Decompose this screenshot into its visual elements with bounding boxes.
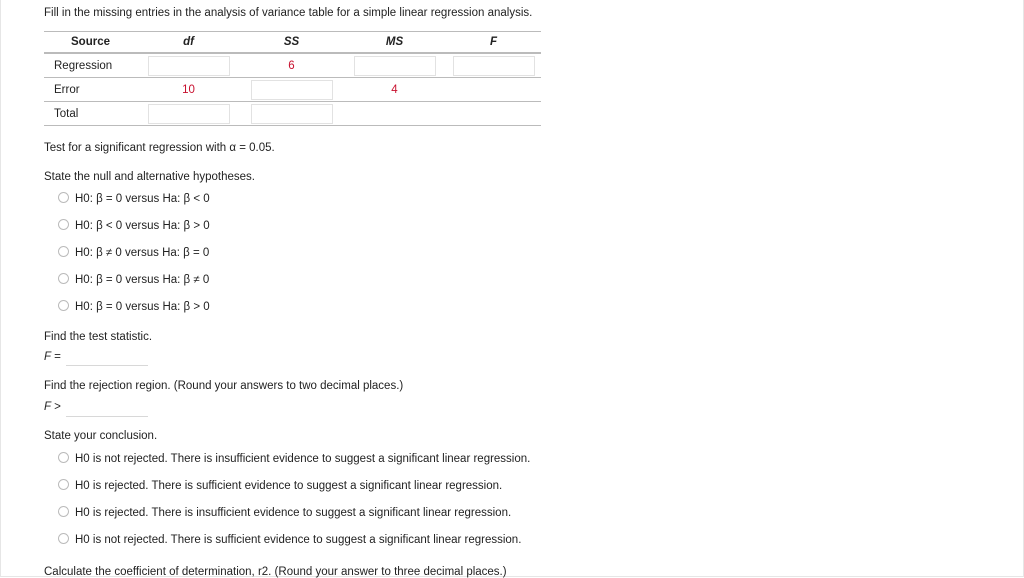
header-f: F (446, 32, 541, 54)
hypothesis-label: H0: β < 0 versus Ha: β > 0 (75, 220, 210, 232)
anova-table (44, 31, 541, 126)
radio-button[interactable] (58, 219, 69, 230)
table-header-row (44, 32, 541, 54)
total-df-input[interactable] (148, 104, 230, 124)
test-stat-prompt: Find the test statistic. (44, 331, 153, 343)
rejection-label: F > (44, 401, 61, 413)
error-ss-input[interactable] (251, 80, 333, 100)
conclusion-label: H0 is not rejected. There is insufficient evidence to suggest a significant linear regression. (75, 453, 531, 465)
error-df-value: 10 (137, 78, 240, 102)
row-source-label: Total (44, 102, 137, 126)
hypothesis-option-3[interactable] (58, 246, 209, 259)
hypotheses-prompt: State the null and alternative hypotheses. (44, 171, 255, 183)
radio-button[interactable] (58, 533, 69, 544)
radio-button[interactable] (58, 246, 69, 257)
conclusion-label: H0 is rejected. There is sufficient evidence to suggest a significant linear regression. (75, 480, 503, 492)
header-df: df (137, 32, 240, 54)
table-row-total (44, 102, 541, 126)
r2-prompt: Calculate the coefficient of determination, r2. (Round your answer to three decimal places.) (44, 566, 507, 578)
radio-button[interactable] (58, 300, 69, 311)
hypothesis-option-1[interactable] (58, 192, 210, 205)
conclusion-label: H0 is not rejected. There is sufficient evidence to suggest a significant linear regression. (75, 534, 522, 546)
hypothesis-label: H0: β = 0 versus Ha: β ≠ 0 (75, 274, 210, 286)
regression-df-input[interactable] (148, 56, 230, 76)
conclusion-option-1[interactable] (58, 452, 530, 465)
radio-button[interactable] (58, 479, 69, 490)
hypothesis-label: H0: β = 0 versus Ha: β < 0 (75, 193, 210, 205)
regression-ss-value: 6 (240, 53, 343, 78)
rejection-prompt: Find the rejection region. (Round your answers to two decimal places.) (44, 380, 404, 392)
radio-button[interactable] (58, 192, 69, 203)
error-ms-value: 4 (343, 78, 446, 102)
header-source: Source (44, 32, 137, 54)
regression-ms-input[interactable] (354, 56, 436, 76)
conclusion-option-3[interactable] (58, 506, 511, 519)
conclusion-option-2[interactable] (58, 479, 502, 492)
rejection-input[interactable] (66, 402, 148, 417)
total-ss-input[interactable] (251, 104, 333, 124)
radio-button[interactable] (58, 506, 69, 517)
hypothesis-option-2[interactable] (58, 219, 210, 232)
row-source-label: Regression (44, 53, 137, 78)
radio-button[interactable] (58, 452, 69, 463)
table-row-regression (44, 53, 541, 78)
radio-button[interactable] (58, 273, 69, 284)
instruction-text: Fill in the missing entries in the analysis of variance table for a simple linear regression analysis. (44, 7, 533, 19)
test-stat-label: F = (44, 351, 61, 363)
hypothesis-option-4[interactable] (58, 273, 209, 286)
hypothesis-label: H0: β ≠ 0 versus Ha: β = 0 (75, 247, 210, 259)
conclusion-prompt: State your conclusion. (44, 430, 158, 442)
hypothesis-option-5[interactable] (58, 300, 210, 313)
row-source-label: Error (44, 78, 137, 102)
header-ss: SS (240, 32, 343, 54)
table-row-error (44, 78, 541, 102)
header-ms: MS (343, 32, 446, 54)
conclusion-label: H0 is rejected. There is insufficient evidence to suggest a significant linear regression. (75, 507, 512, 519)
test-instruction: Test for a significant regression with α = 0.05. (44, 142, 275, 154)
regression-f-input[interactable] (453, 56, 535, 76)
test-stat-input[interactable] (66, 351, 148, 366)
hypothesis-label: H0: β = 0 versus Ha: β > 0 (75, 301, 210, 313)
conclusion-option-4[interactable] (58, 533, 521, 546)
